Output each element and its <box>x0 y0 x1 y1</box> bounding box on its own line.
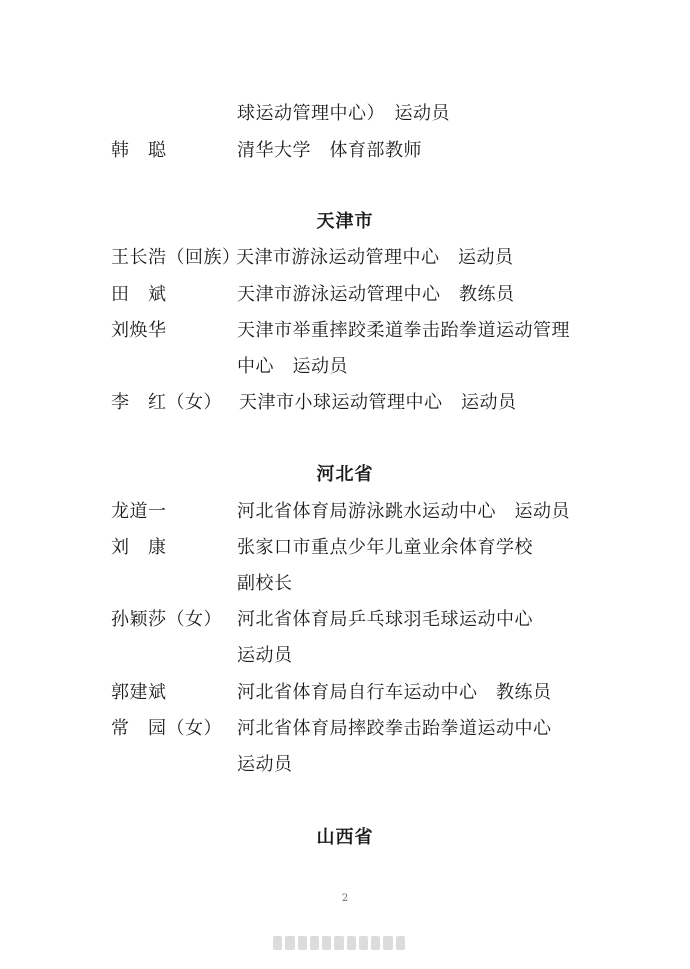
entry-unit: 河北省体育局摔跤拳击跆拳道运动中心 <box>237 718 552 739</box>
watermark-logo <box>273 934 405 952</box>
section-heading-tianjin: 天津市 <box>316 211 374 232</box>
entry-name: 刘焕华 <box>111 320 167 341</box>
entry-name: 田 斌 <box>111 284 167 305</box>
page-number: 2 <box>341 893 349 904</box>
entry-unit: 天津市举重摔跤柔道拳击跆拳道运动管理 <box>237 320 570 341</box>
entry-unit-continued: 运动员 <box>237 645 293 666</box>
entry-unit: 河北省体育局乒乓球羽毛球运动中心 <box>237 609 533 630</box>
entry-unit: 河北省体育局游泳跳水运动中心 运动员 <box>237 501 570 522</box>
entry-unit: 天津市游泳运动管理中心 教练员 <box>237 284 515 305</box>
entry-unit: 天津市小球运动管理中心 运动员 <box>239 392 517 413</box>
entry-unit: 清华大学 体育部教师 <box>237 140 422 161</box>
section-heading-hebei: 河北省 <box>316 464 374 485</box>
entry-name: 李 红（女） <box>111 392 222 413</box>
entry-unit-continued: 副校长 <box>237 573 293 594</box>
entry-name: 郭建斌 <box>111 682 167 703</box>
entry-unit-continued: 运动员 <box>237 754 293 775</box>
entry-unit: 天津市游泳运动管理中心 运动员 <box>236 247 514 268</box>
entry-name: 刘 康 <box>111 537 167 558</box>
entry-name: 龙道一 <box>111 501 167 522</box>
entry-name: 王长浩（回族） <box>111 247 241 268</box>
entry-unit-continued: 中心 运动员 <box>237 356 348 377</box>
entry-unit: 张家口市重点少年儿童业余体育学校 <box>237 537 533 558</box>
continuation-unit-text: 球运动管理中心） 运动员 <box>237 103 450 124</box>
entry-name: 孙颖莎（女） <box>111 609 222 630</box>
entry-name: 韩 聪 <box>111 140 167 161</box>
entry-unit: 河北省体育局自行车运动中心 教练员 <box>237 682 552 703</box>
entry-name: 常 园（女） <box>111 718 222 739</box>
section-heading-shanxi: 山西省 <box>316 827 374 848</box>
